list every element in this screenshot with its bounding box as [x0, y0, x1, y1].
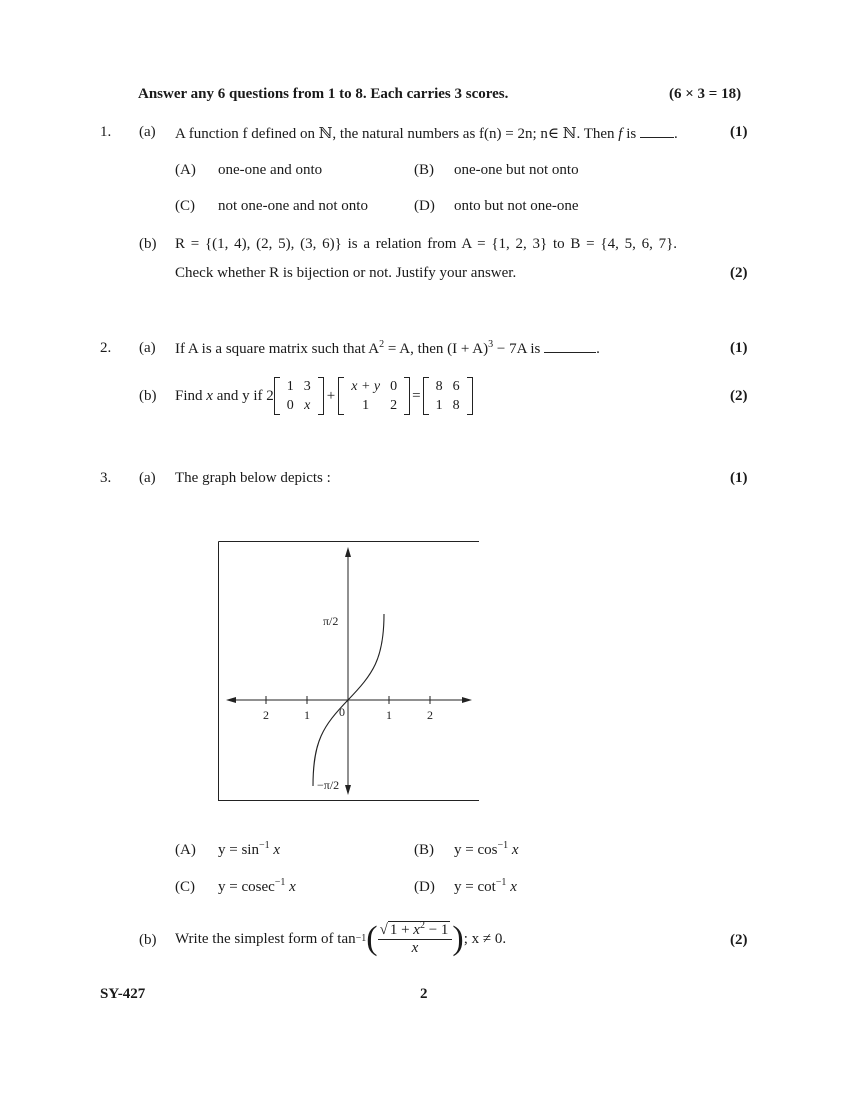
q1-number: 1. [100, 124, 112, 140]
option-var: x [273, 842, 281, 858]
option-fn: y = cot [454, 879, 496, 895]
q1a-text: A function f defined on ℕ, the natural numbers as f(n) = 2n; n∈ ℕ. Then f is . [175, 126, 678, 142]
q1a-option-a-label: (A) [175, 162, 196, 178]
right-paren: ) [452, 920, 464, 957]
x-axis-right-arrow [462, 697, 472, 703]
matrix-3 [423, 377, 473, 415]
total-score: (6 × 3 = 18) [669, 86, 742, 102]
answer-blank [544, 340, 596, 353]
q1b-line2: Check whether R is bijection or not. Justify your answer. [175, 265, 517, 281]
q3a-option-a-label: (A) [175, 842, 196, 858]
matrix-3-cell: 8 [435, 379, 443, 394]
q3a-label: (a) [139, 470, 156, 486]
num-x: x [413, 921, 420, 938]
matrix-3-cell: 1 [435, 398, 443, 413]
x-label: 1 [304, 708, 310, 722]
q3a-option-d-text [454, 879, 517, 896]
q3-number: 3. [100, 470, 112, 486]
num-a: 1 + [389, 921, 414, 938]
matrix-1-x: x [304, 398, 311, 413]
matrix-1-cell: 0 [286, 398, 294, 413]
q2-number: 2. [100, 340, 112, 356]
q3b-label: (b) [139, 932, 157, 948]
plus-sign: + [326, 387, 336, 404]
option-fn: y = sin [218, 842, 259, 858]
q2a-part1: If A is a square matrix such that A [175, 341, 380, 357]
q1a-option-d-label: (D) [414, 198, 435, 214]
option-var: x [511, 842, 519, 858]
q1a-label: (a) [139, 124, 156, 140]
q3b-score: (2) [730, 932, 748, 948]
num-b: − 1 [424, 921, 449, 938]
q2a-sup1: 2 [379, 339, 385, 350]
q2b-x: x [206, 387, 213, 404]
y-bottom-label: −π/2 [317, 778, 340, 792]
option-var: x [510, 879, 517, 895]
q1a-f: f [618, 126, 623, 142]
fraction-denominator [378, 940, 453, 957]
x-axis-left-arrow [226, 697, 236, 703]
matrix-1 [274, 377, 324, 415]
option-fn: y = cosec [218, 879, 275, 895]
matrix-2-cell [346, 377, 385, 396]
x-label: 0 [339, 705, 345, 719]
x-label: 1 [386, 708, 392, 722]
q3a-option-c-text [218, 879, 296, 896]
sqrt-content [388, 921, 451, 938]
q3b-fraction [378, 919, 453, 957]
q1b-label: (b) [139, 236, 157, 252]
equals-sign: = [412, 387, 421, 404]
q1b-line1: R = {(1, 4), (2, 5), (3, 6)} is a relation from A = {1, 2, 3} to B = {4, 5, 6, 7}. [175, 236, 678, 252]
q1a-option-c-label: (C) [175, 198, 195, 214]
paper-code: SY-427 [100, 986, 146, 1002]
left-paren: ( [366, 920, 378, 957]
q3b-expression: Write the simplest form of tan −1 ( $\frac{√ 1 + x^2 - 1}{x}$ ) ; x ≠ 0. [175, 919, 507, 957]
option-fn: y = cos [454, 842, 498, 858]
option-sup: −1 [274, 877, 286, 888]
q1a-stem: A function f defined on ℕ, the natural numbers as f(n) = 2n; n∈ ℕ. Then [175, 126, 615, 142]
q2b-and-y-if: and y if 2 [216, 387, 274, 404]
matrix-1-cell: 3 [303, 379, 311, 394]
q3a-text: The graph below depicts : [175, 470, 331, 486]
matrix-3-cell: 6 [452, 379, 460, 394]
q1a-option-a-text: one-one and onto [218, 162, 323, 178]
q2a-part2: = A, then (I + A) [384, 341, 489, 357]
q1a-option-d-text: onto but not one-one [454, 198, 579, 214]
q3b-condition: ; x ≠ 0. [463, 930, 507, 947]
matrix-2 [338, 377, 410, 415]
q3a-score: (1) [730, 470, 748, 486]
matrix-1-cell: 1 [286, 379, 294, 394]
instruction-text: Answer any 6 questions from 1 to 8. Each carries 3 scores. [138, 86, 509, 102]
matrix-2-cell: 2 [390, 398, 398, 413]
q3a-option-a-text [218, 842, 280, 859]
matrix-2-cell: 0 [390, 379, 398, 394]
option-sup: −1 [495, 877, 507, 888]
page-number: 2 [420, 986, 428, 1002]
x-label: 2 [427, 708, 433, 722]
x-label: 2 [263, 708, 269, 722]
q2b-find: Find [175, 387, 203, 404]
q3a-option-c-label: (C) [175, 879, 195, 895]
num-sup: 2 [419, 919, 425, 931]
q2a-sup2: 3 [488, 339, 494, 350]
den-x: x [411, 939, 419, 956]
q3b-text: Write the simplest form of tan [175, 930, 356, 947]
function-graph [218, 541, 480, 802]
q1a-score: (1) [730, 124, 748, 140]
q1b-score: (2) [730, 265, 748, 281]
q2b-label: (b) [139, 388, 157, 404]
q3a-option-b-text [454, 842, 519, 859]
answer-blank [640, 125, 674, 138]
q2b-equation [175, 376, 473, 416]
q2b-score: (2) [730, 388, 748, 404]
q1a-option-b-text: one-one but not onto [454, 162, 579, 178]
q2a-part3: − 7A is [493, 341, 541, 357]
matrix-1-cell [299, 396, 316, 415]
matrix-3-cell: 8 [452, 398, 460, 413]
y-top-label: π/2 [323, 614, 339, 628]
option-var: x [289, 879, 296, 895]
y-axis-up-arrow [345, 547, 351, 557]
fraction-numerator: √ $1 + x^2 - 1$ [378, 922, 453, 940]
y-axis-down-arrow [345, 785, 351, 795]
q2a-text: If A is a square matrix such that $A^2 = A$, then $(I + A)^3 - 7A$ is . [175, 339, 600, 357]
matrix-2-cell: 1 [362, 398, 370, 413]
q3a-option-d-label: (D) [414, 879, 435, 895]
option-sup: −1 [258, 840, 270, 851]
q3a-option-b-label: (B) [414, 842, 434, 858]
matrix-2-xy: x + y [351, 379, 381, 394]
q1a-option-b-label: (B) [414, 162, 434, 178]
q1a-option-c-text: not one-one and not onto [218, 198, 368, 214]
q2a-score: (1) [730, 340, 748, 356]
q2a-label: (a) [139, 340, 156, 356]
option-sup: −1 [497, 840, 509, 851]
q1a-is: is [626, 126, 637, 142]
